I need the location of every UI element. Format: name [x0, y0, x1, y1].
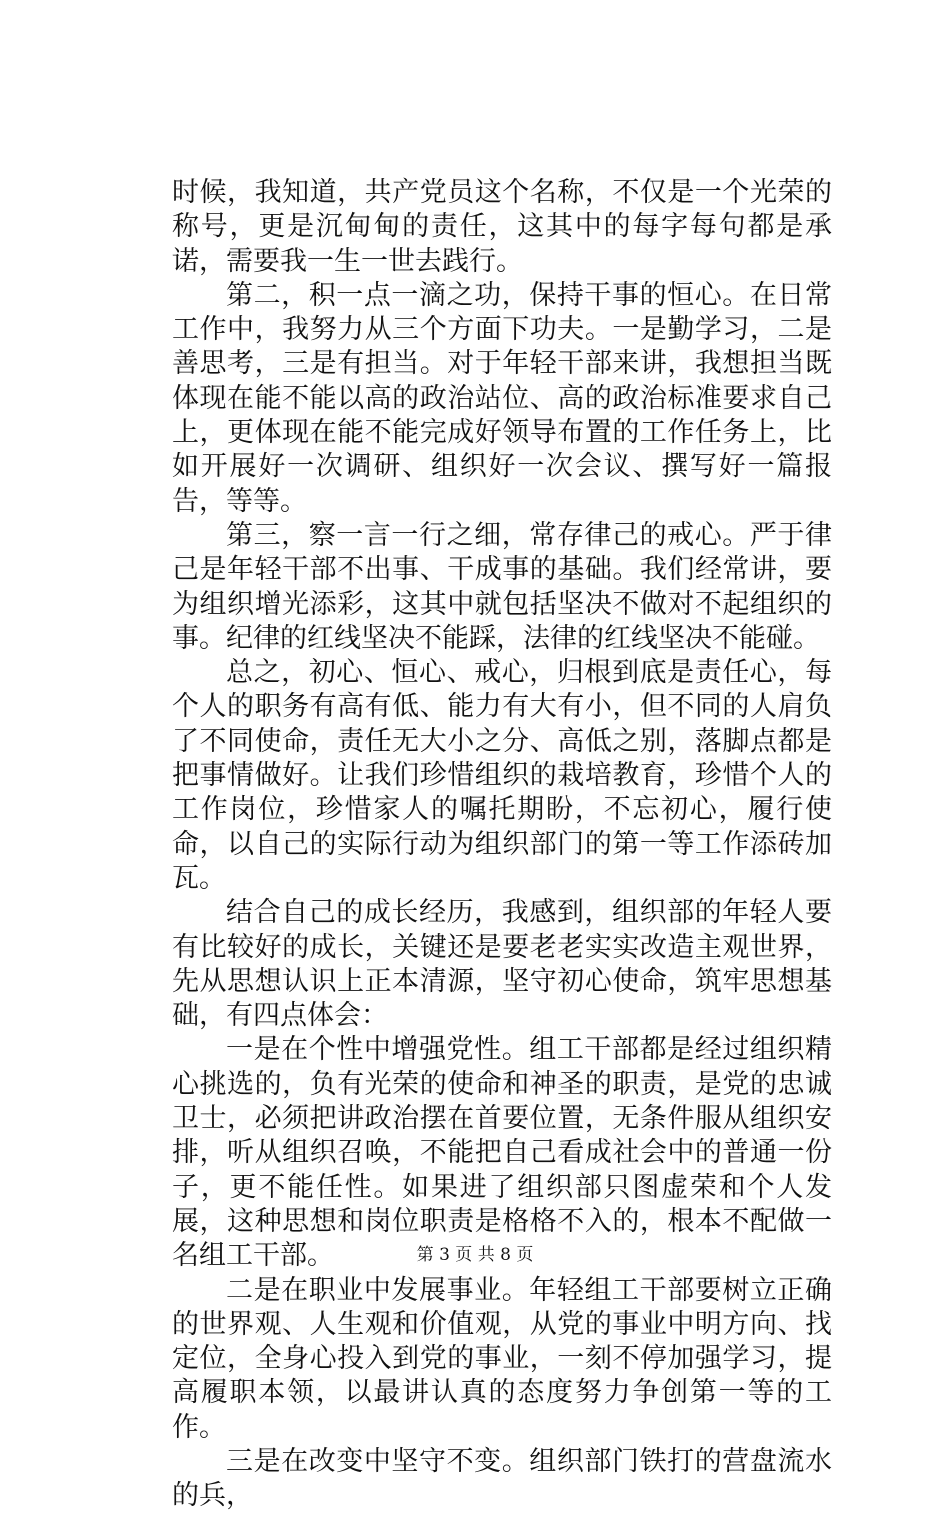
page-number-label: 第 3 页 共 8 页 — [416, 1245, 534, 1265]
paragraph-6: 一是在个性中增强党性。组工干部都是经过组织精心挑选的，负有光荣的使命和神圣的职责，是党的忠诚卫士，必须把讲政治摆在首要位置，无条件服从组织安排，听从组织召唤，不能把自己看成社会中的普通一份子，更不能任性。如果进了组织部只图虚荣和个人发展，这种思想和岗位职责是格格不入的，根本不配做一名组工干部。 — [172, 1034, 832, 1272]
page-footer — [0, 1243, 950, 1267]
paragraph-7: 二是在职业中发展事业。年轻组工干部要树立正确的世界观、人生观和价值观，从党的事业中明方向、找定位，全身心投入到党的事业，一刻不停加强学习，提高履职本领，以最讲认真的态度努力争创第一等的工作。 — [172, 1274, 832, 1443]
paragraph-5: 结合自己的成长经历，我感到，组织部的年轻人要有比较好的成长，关键还是要老老实实改造主观世界，先从思想认识上正本清源，坚守初心使命，筑牢思想基础，有四点体会： — [172, 897, 832, 1032]
paragraph-1: 时候，我知道，共产党员这个名称，不仅是一个光荣的称号，更是沉甸甸的责任，这其中的每字每句都是承诺，需要我一生一世去践行。 — [172, 177, 832, 277]
paragraph-2: 第二，积一点一滴之功，保持干事的恒心。在日常工作中，我努力从三个方面下功夫。一是勤学习，二是善思考，三是有担当。对于年轻干部来讲，我想担当既体现在能不能以高的政治站位、高的政治标准要求自己上，更体现在能不能完成好领导布置的工作任务上，比如开展好一次调研、组织好一次会议、撰写好一篇报告，等等。 — [172, 279, 832, 517]
paragraph-4: 总之，初心、恒心、戒心，归根到底是责任心，每个人的职务有高有低、能力有大有小，但不同的人肩负了不同使命，责任无大小之分、高低之别，落脚点都是把事情做好。让我们珍惜组织的栽培教育，珍惜个人的工作岗位，珍惜家人的嘱托期盼，不忘初心，履行使命，以自己的实际行动为组织部门的第一等工作添砖加瓦。 — [172, 657, 832, 894]
document-body — [172, 176, 832, 1514]
paragraph-3: 第三，察一言一行之细，常存律己的戒心。严于律己是年轻干部不出事、干成事的基础。我们经常讲，要为组织增光添彩，这其中就包括坚决不做对不起组织的事。纪律的红线坚决不能踩，法律的红线坚决不能碰。 — [172, 519, 832, 654]
paragraph-8: 三是在改变中坚守不变。组织部门铁打的营盘流水的兵， — [172, 1445, 832, 1512]
